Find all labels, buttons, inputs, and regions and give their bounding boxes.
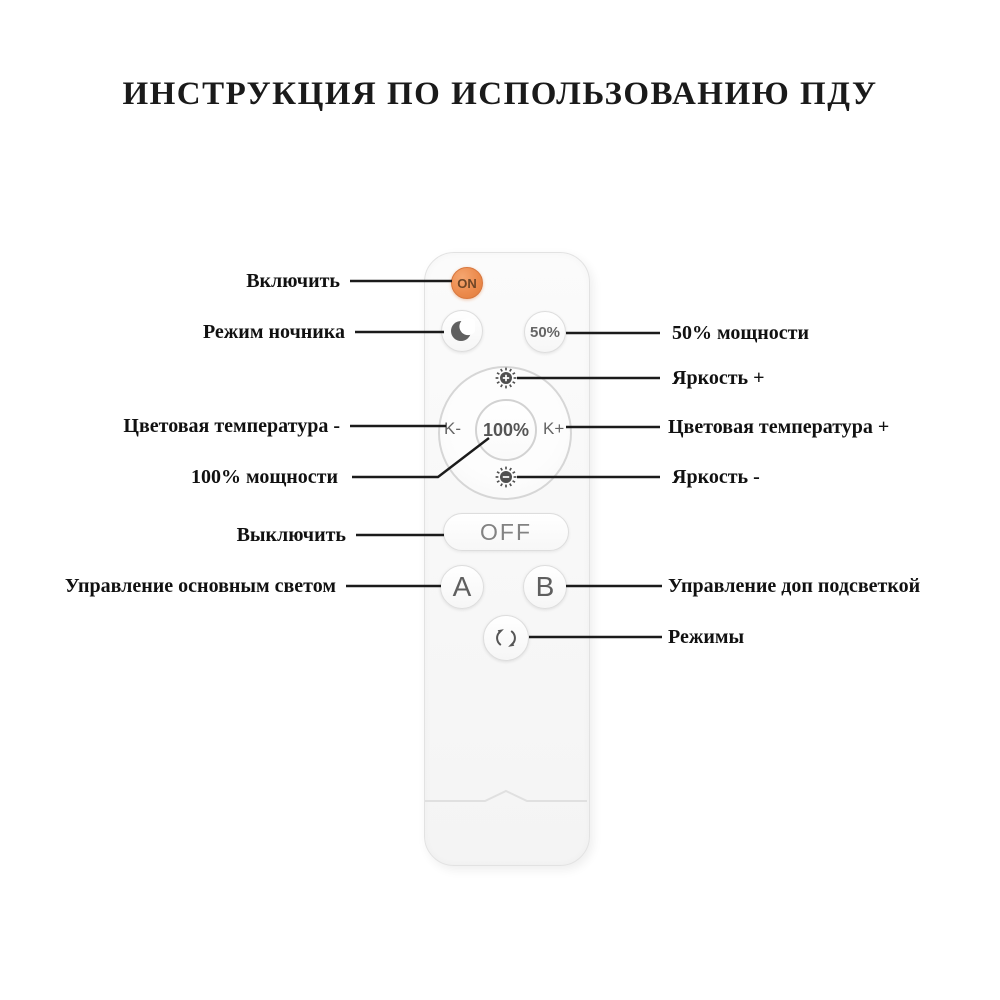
color-temp-minus-button[interactable]: K- — [444, 419, 461, 438]
night-mode-button[interactable] — [441, 310, 483, 352]
color-temp-plus-button[interactable]: K+ — [543, 419, 565, 438]
modes-button[interactable] — [483, 615, 529, 661]
label-50-power: 50% мощности — [672, 322, 809, 344]
label-main-light-control: Управление основным светом — [64, 575, 336, 597]
label-power-off: Выключить — [236, 524, 346, 546]
moon-icon — [449, 318, 475, 344]
label-modes: Режимы — [668, 626, 745, 648]
brightness-plus-button[interactable] — [494, 366, 518, 390]
channel-b-button[interactable]: B — [523, 565, 567, 609]
label-night-mode: Режим ночника — [202, 321, 345, 343]
brightness-minus-button[interactable] — [494, 465, 518, 489]
label-color-temp-plus: Цветовая температура + — [668, 416, 890, 438]
label-aux-light-control: Управление доп подсветкой — [668, 575, 921, 597]
brightness-plus-icon — [494, 366, 518, 390]
page-title: ИНСТРУКЦИЯ ПО ИСПОЛЬЗОВАНИЮ ПДУ — [122, 76, 878, 112]
brightness-minus-icon — [494, 465, 518, 489]
power-on-button[interactable]: ON — [451, 267, 483, 299]
label-brightness-plus: Яркость + — [672, 367, 765, 389]
label-brightness-minus: Яркость - — [672, 466, 760, 488]
fifty-percent-button[interactable]: 50% — [524, 311, 566, 353]
power-off-button[interactable]: OFF — [443, 513, 569, 551]
label-color-temp-minus: Цветовая температура - — [123, 415, 340, 437]
label-power-on: Включить — [246, 270, 340, 292]
hundred-percent-button[interactable]: 100% — [475, 399, 537, 461]
label-100-power: 100% мощности — [191, 466, 338, 488]
channel-a-button[interactable]: A — [440, 565, 484, 609]
cycle-icon — [492, 624, 520, 652]
